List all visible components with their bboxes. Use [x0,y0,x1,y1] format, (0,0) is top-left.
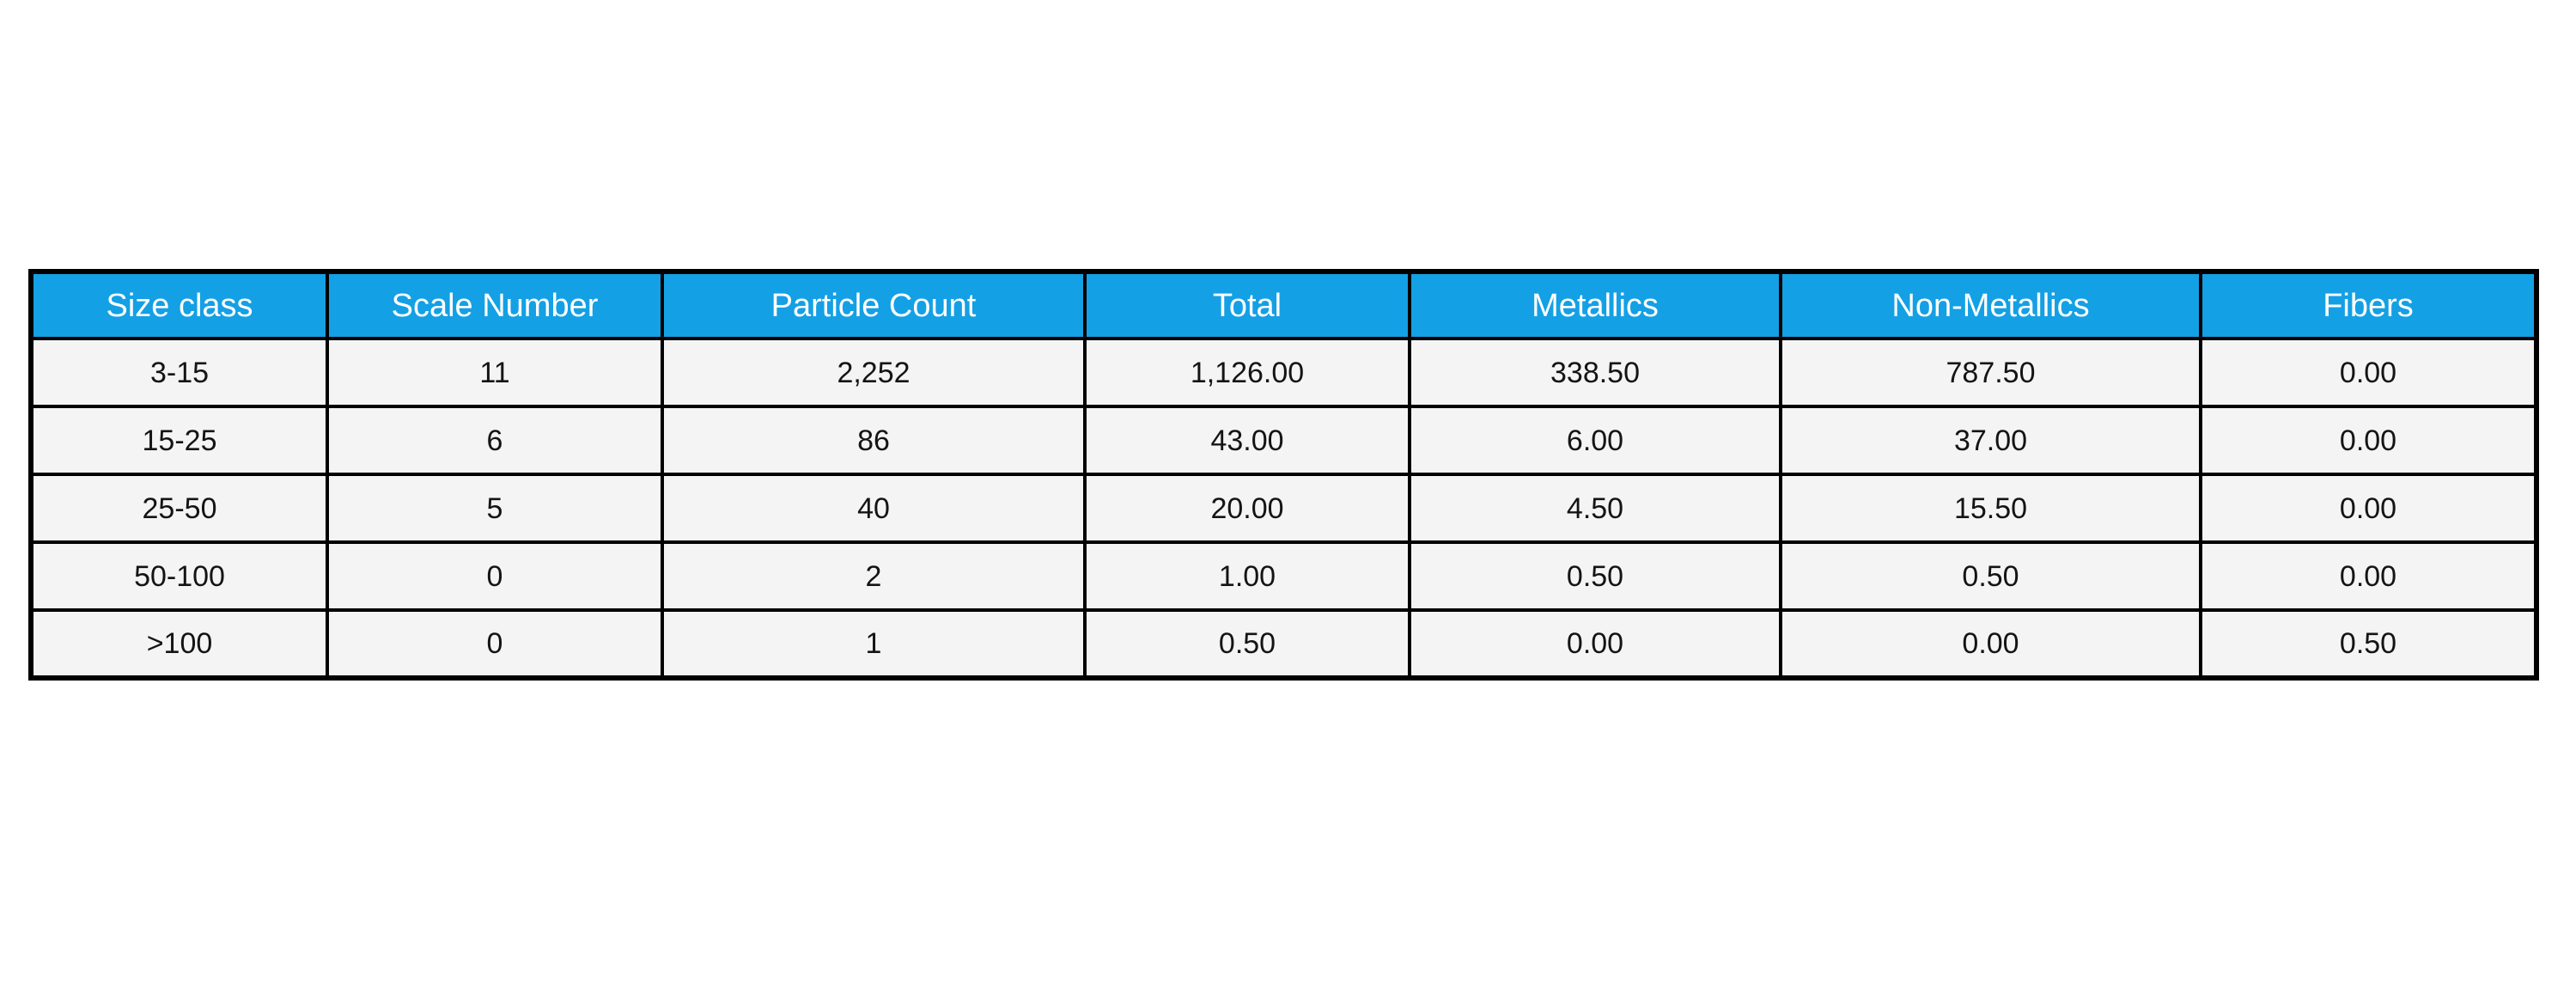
cell-size-class: 50-100 [31,542,327,610]
cell-total: 0.50 [1085,610,1410,678]
cell-metallics: 0.00 [1410,610,1781,678]
column-header-total: Total [1085,272,1410,339]
cell-non-metallics: 15.50 [1781,474,2201,542]
column-header-fibers: Fibers [2201,272,2536,339]
cell-particle-count: 40 [662,474,1085,542]
cell-scale-number: 0 [327,610,662,678]
header-row [31,272,2536,339]
cell-total: 1.00 [1085,542,1410,610]
cell-size-class: 25-50 [31,474,327,542]
cell-total: 1,126.00 [1085,339,1410,406]
cell-scale-number: 6 [327,406,662,474]
cell-scale-number: 11 [327,339,662,406]
cell-fibers: 0.00 [2201,542,2536,610]
cell-metallics: 338.50 [1410,339,1781,406]
cell-scale-number: 0 [327,542,662,610]
column-header-scale-number: Scale Number [327,272,662,339]
cell-non-metallics: 37.00 [1781,406,2201,474]
cell-non-metallics: 787.50 [1781,339,2201,406]
cell-particle-count: 2,252 [662,339,1085,406]
cell-size-class: 15-25 [31,406,327,474]
column-header-metallics: Metallics [1410,272,1781,339]
cell-scale-number: 5 [327,474,662,542]
cell-metallics: 6.00 [1410,406,1781,474]
column-header-particle-count: Particle Count [662,272,1085,339]
column-header-non-metallics: Non-Metallics [1781,272,2201,339]
cell-particle-count: 1 [662,610,1085,678]
column-header-size-class: Size class [31,272,327,339]
cell-non-metallics: 0.00 [1781,610,2201,678]
table-row-50-100 [31,542,2536,610]
cell-size-class: 3-15 [31,339,327,406]
table-row-gt-100 [31,610,2536,678]
cell-total: 43.00 [1085,406,1410,474]
cell-non-metallics: 0.50 [1781,542,2201,610]
cell-metallics: 0.50 [1410,542,1781,610]
particle-size-table [28,269,2539,681]
cell-fibers: 0.00 [2201,474,2536,542]
table-row-25-50 [31,474,2536,542]
table-row-3-15 [31,339,2536,406]
cell-metallics: 4.50 [1410,474,1781,542]
cell-fibers: 0.00 [2201,406,2536,474]
cell-total: 20.00 [1085,474,1410,542]
cell-size-class: >100 [31,610,327,678]
cell-fibers: 0.00 [2201,339,2536,406]
table-row-15-25 [31,406,2536,474]
particle-size-table-container [28,269,2539,681]
cell-particle-count: 86 [662,406,1085,474]
cell-particle-count: 2 [662,542,1085,610]
cell-fibers: 0.50 [2201,610,2536,678]
